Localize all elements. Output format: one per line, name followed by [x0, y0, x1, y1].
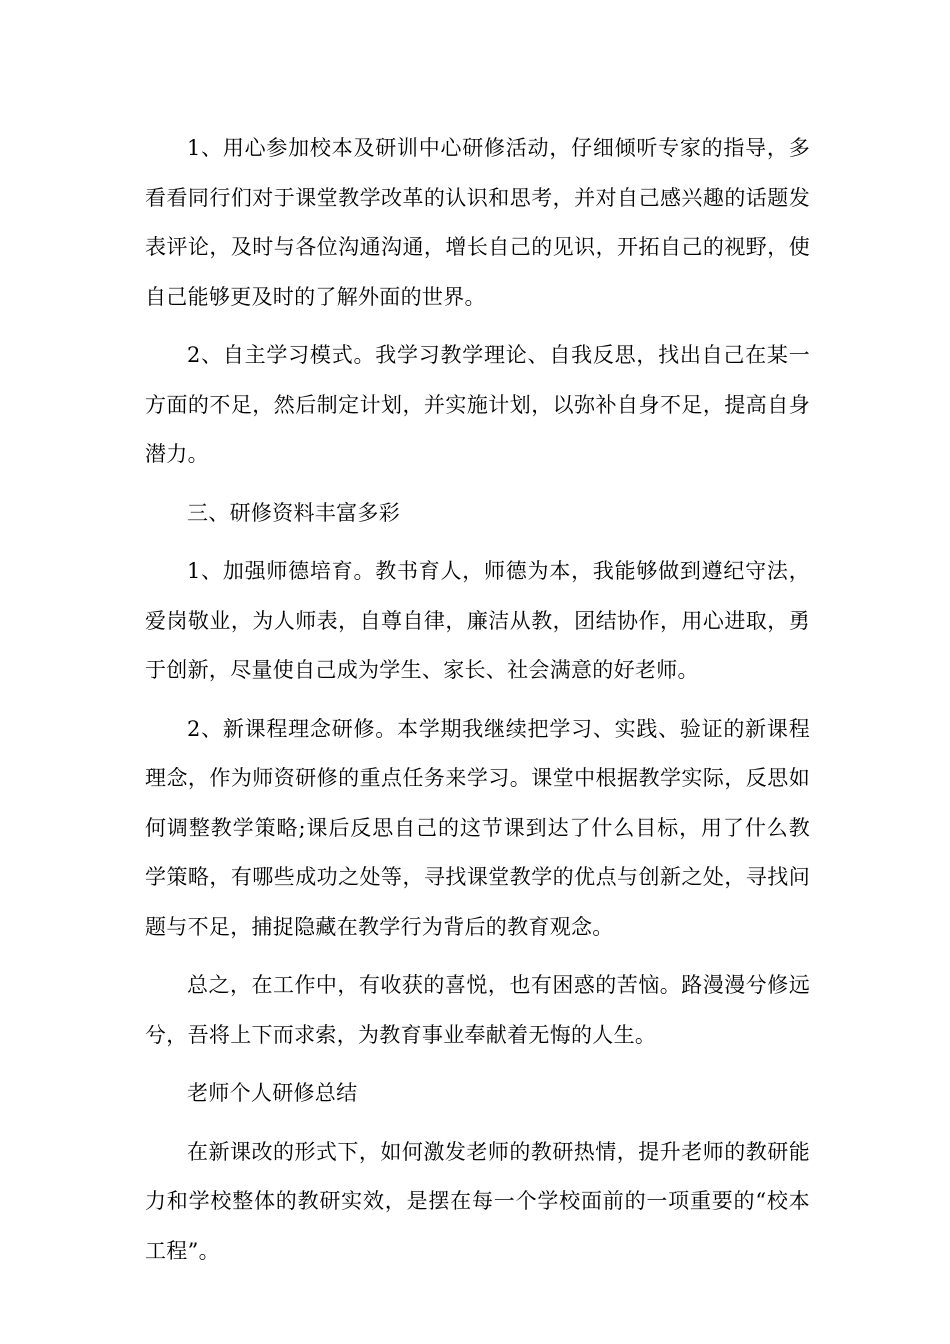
paragraph-1: 1、用心参加校本及研训中心研修活动，仔细倾听专家的指导，多看看同行们对于课堂教学改革的认识和思考，并对自己感兴趣的话题发表评论，及时与各位沟通沟通，增长自己的见识，开拓自己的视野，使自己能够更及时的了解外面的世界。: [145, 136, 810, 309]
document-page: [145, 124, 810, 1285]
document-title: 老师个人研修总结: [187, 1081, 358, 1105]
section-heading: 三、研修资料丰富多彩: [187, 500, 400, 525]
paragraph-3: 1、加强师德培育。教书育人，师德为本，我能够做到遵纪守法，爱岗敬业，为人师表，自尊自律，廉洁从教，团结协作，用心进取，勇于创新，尽量使自己成为学生、家长、社会满意的好老师。: [145, 559, 810, 682]
paragraph-2: 2、自主学习模式。我学习教学理论、自我反思，找出自己在某一方面的不足，然后制定计划，并实施计划，以弥补自身不足，提高自身潜力。: [145, 343, 810, 466]
paragraph-4: 2、新课程理念研修。本学期我继续把学习、实践、验证的新课程理念，作为师资研修的重点任务来学习。课堂中根据教学实际，反思如何调整教学策略;课后反思自己的这节课到达了什么目标，用了什么教学策略，有哪些成功之处等，寻找课堂教学的优点与创新之处，寻找问题与不足，捕捉隐藏在教学行为背后的教育观念。: [145, 716, 810, 939]
paragraph-6: 在新课改的形式下，如何激发老师的教研热情，提升老师的教研能力和学校整体的教研实效，是摆在每一个学校面前的一项重要的“校本工程”。: [145, 1139, 810, 1263]
paragraph-5: 总之，在工作中，有收获的喜悦，也有困惑的苦恼。路漫漫兮修远兮，吾将上下而求索，为教育事业奉献着无悔的人生。: [145, 973, 810, 1047]
